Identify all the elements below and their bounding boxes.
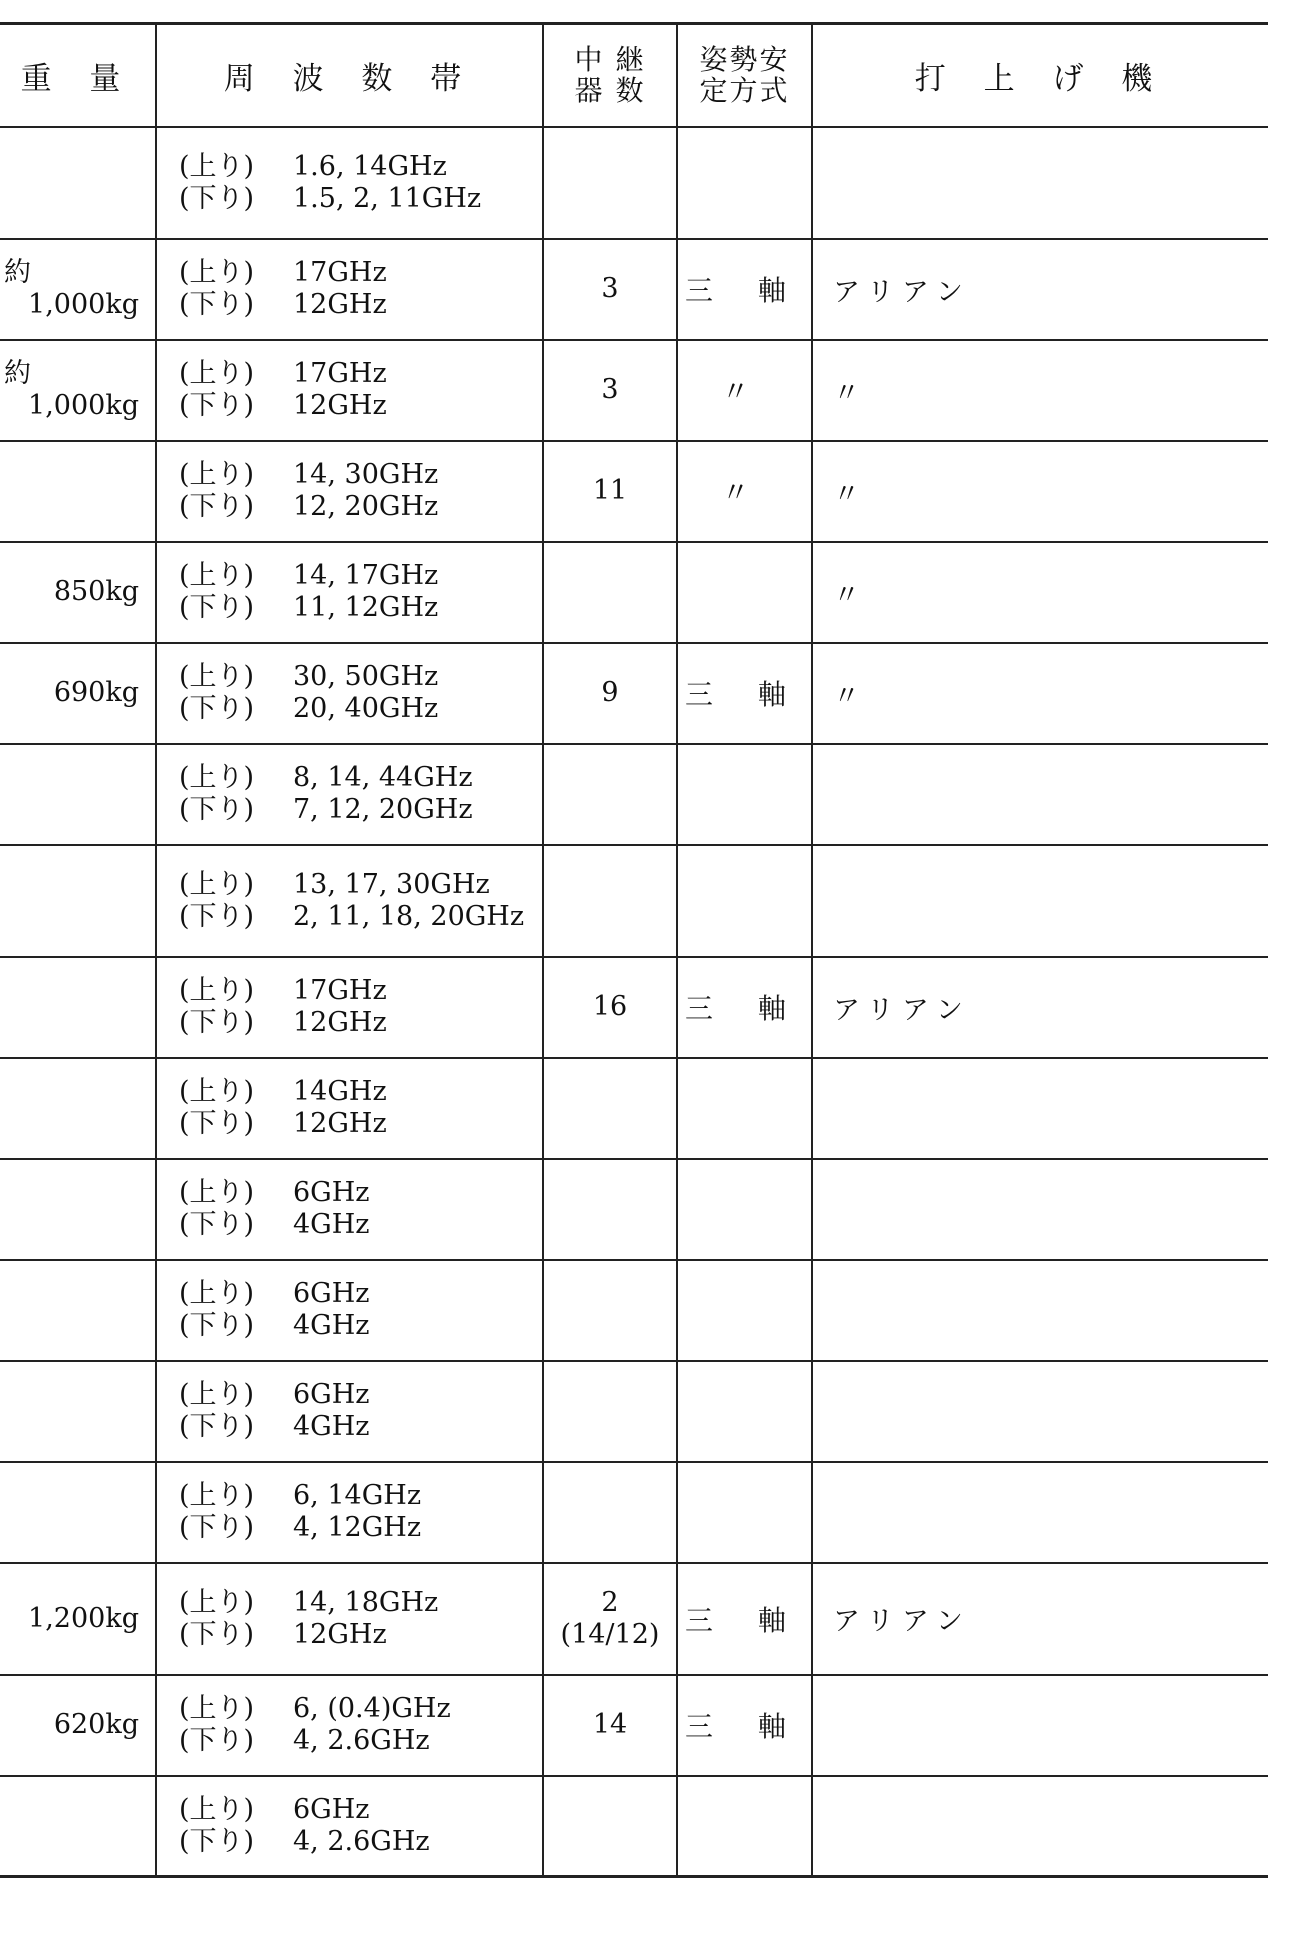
attitude-control-cell (677, 1462, 812, 1563)
downlink-line (179, 183, 542, 215)
repeater-count-cell (543, 127, 677, 239)
downlink-line (179, 1108, 542, 1140)
repeater-count-cell (543, 1058, 677, 1159)
downlink-value: 12GHz (293, 1108, 387, 1139)
frequency-cell (156, 1361, 543, 1462)
repeater-count-value: 9 (601, 677, 619, 708)
downlink-value: 4GHz (293, 1209, 370, 1240)
weight-cell (0, 1462, 156, 1563)
header-weight: 重 量 (0, 24, 156, 127)
attitude-control-cell: 三 軸 (677, 643, 812, 744)
downlink-value: 12, 20GHz (293, 491, 439, 522)
header-attitude-control (677, 24, 812, 127)
downlink-value: 2, 11, 18, 20GHz (293, 900, 525, 932)
table-row (0, 1361, 1268, 1462)
repeater-count-cell (543, 957, 677, 1058)
launcher-cell (812, 1058, 1268, 1159)
downlink-value: 4, 2.6GHz (293, 1725, 430, 1756)
attitude-control-cell: 三 軸 (677, 239, 812, 340)
downlink-label: (下り) (179, 1108, 255, 1139)
frequency-cell (156, 239, 543, 340)
uplink-label: (上り) (179, 560, 255, 591)
launcher-cell (812, 127, 1268, 239)
uplink-label: (上り) (179, 358, 255, 389)
downlink-line (179, 592, 542, 624)
weight-cell (0, 1776, 156, 1877)
launcher-cell: アリアン (812, 239, 1268, 340)
repeater-count-note: (14/12) (560, 1618, 660, 1650)
satellite-table (0, 22, 1268, 1878)
uplink-value: 8, 14, 44GHz (293, 762, 473, 793)
uplink-label: (上り) (179, 661, 255, 692)
weight-value: 1,000kg (28, 289, 139, 320)
weight-cell (0, 340, 156, 441)
frequency-cell (156, 340, 543, 441)
uplink-line (179, 1379, 542, 1411)
repeater-count-cell (543, 1260, 677, 1361)
uplink-line (179, 257, 542, 289)
uplink-line (179, 459, 542, 491)
uplink-line (179, 1794, 542, 1826)
weight-cell (0, 845, 156, 957)
uplink-value: 14, 18GHz (293, 1586, 439, 1618)
downlink-label: (下り) (179, 1007, 255, 1038)
downlink-label: (下り) (179, 900, 255, 932)
weight-cell (0, 957, 156, 1058)
frequency-cell (156, 1776, 543, 1877)
downlink-label: (下り) (179, 390, 255, 421)
weight-cell (0, 643, 156, 744)
table-row (0, 845, 1268, 957)
attitude-control-cell: 〃 (677, 340, 812, 441)
frequency-cell (156, 643, 543, 744)
header-repeater-count-line2: 器 数 (574, 74, 646, 108)
downlink-value: 4, 2.6GHz (293, 1825, 430, 1857)
header-row (0, 24, 1268, 127)
uplink-line (179, 1480, 542, 1512)
downlink-line (179, 1725, 542, 1757)
downlink-value: 12GHz (293, 289, 387, 320)
downlink-label: (下り) (179, 491, 255, 522)
uplink-line (179, 1278, 542, 1310)
launcher-cell (812, 1159, 1268, 1260)
uplink-value: 17GHz (293, 257, 387, 288)
table-row (0, 643, 1268, 744)
uplink-label: (上り) (179, 257, 255, 288)
launcher-cell (812, 1462, 1268, 1563)
launcher-cell: 〃 (812, 441, 1268, 542)
uplink-value: 1.6, 14GHz (293, 150, 447, 182)
launcher-cell: アリアン (812, 957, 1268, 1058)
downlink-value: 11, 12GHz (293, 592, 439, 623)
launcher-cell: 〃 (812, 542, 1268, 643)
attitude-control-cell (677, 127, 812, 239)
uplink-value: 17GHz (293, 358, 387, 389)
downlink-label: (下り) (179, 1209, 255, 1240)
uplink-line (179, 1076, 542, 1108)
downlink-label: (下り) (179, 693, 255, 724)
repeater-count-value: 11 (592, 475, 628, 506)
uplink-value: 14GHz (293, 1076, 387, 1107)
frequency-cell (156, 1260, 543, 1361)
repeater-count-value: 2 (601, 1586, 619, 1618)
downlink-label: (下り) (179, 794, 255, 825)
table-row (0, 1260, 1268, 1361)
launcher-cell: 〃 (812, 340, 1268, 441)
table-row (0, 542, 1268, 643)
weight-cell (0, 1260, 156, 1361)
uplink-line (179, 762, 542, 794)
frequency-cell (156, 1159, 543, 1260)
header-attitude-control-line1: 姿勢安 (699, 43, 790, 77)
repeater-count-cell (543, 441, 677, 542)
uplink-label: (上り) (179, 1278, 255, 1309)
downlink-line (179, 289, 542, 321)
downlink-label: (下り) (179, 592, 255, 623)
weight-cell (0, 239, 156, 340)
downlink-line (179, 1826, 542, 1858)
table-row (0, 239, 1268, 340)
uplink-label: (上り) (179, 150, 255, 182)
launcher-cell: 〃 (812, 643, 1268, 744)
table-row (0, 744, 1268, 845)
table-row (0, 1563, 1268, 1675)
table-row (0, 441, 1268, 542)
attitude-control-cell (677, 744, 812, 845)
attitude-control-cell (677, 1361, 812, 1462)
table-header (0, 24, 1268, 127)
weight-cell (0, 744, 156, 845)
frequency-cell (156, 1675, 543, 1776)
uplink-value: 6GHz (293, 1793, 370, 1825)
weight-cell (0, 1159, 156, 1260)
attitude-control-cell: 〃 (677, 441, 812, 542)
attitude-control-cell (677, 845, 812, 957)
downlink-value: 1.5, 2, 11GHz (293, 182, 482, 214)
downlink-label: (下り) (179, 1618, 255, 1650)
downlink-line (179, 901, 542, 933)
table-body (0, 127, 1268, 1877)
downlink-line (179, 390, 542, 422)
uplink-label: (上り) (179, 1379, 255, 1410)
downlink-value: 12GHz (293, 1007, 387, 1038)
downlink-value: 4GHz (293, 1310, 370, 1341)
downlink-value: 12GHz (293, 1618, 387, 1650)
weight-cell (0, 441, 156, 542)
table-row (0, 957, 1268, 1058)
repeater-count-cell (543, 239, 677, 340)
repeater-count-cell (543, 643, 677, 744)
frequency-cell (156, 542, 543, 643)
uplink-line (179, 358, 542, 390)
weight-cell (0, 542, 156, 643)
repeater-count-cell (543, 744, 677, 845)
uplink-value: 30, 50GHz (293, 661, 439, 692)
table-row (0, 340, 1268, 441)
repeater-count-cell (543, 1462, 677, 1563)
attitude-control-cell (677, 542, 812, 643)
attitude-control-cell: 三 軸 (677, 957, 812, 1058)
uplink-line (179, 975, 542, 1007)
launcher-cell (812, 1361, 1268, 1462)
uplink-label: (上り) (179, 1480, 255, 1511)
weight-cell (0, 1058, 156, 1159)
uplink-value: 14, 30GHz (293, 459, 439, 490)
downlink-label: (下り) (179, 1512, 255, 1543)
attitude-control-cell: 三 軸 (677, 1675, 812, 1776)
frequency-cell (156, 957, 543, 1058)
header-launcher: 打 上 げ 機 (812, 24, 1268, 127)
uplink-label: (上り) (179, 975, 255, 1006)
frequency-cell (156, 1462, 543, 1563)
weight-value: 690kg (53, 677, 139, 708)
weight-prefix: 約 (4, 257, 31, 288)
downlink-value: 12GHz (293, 390, 387, 421)
frequency-cell (156, 744, 543, 845)
repeater-count-cell (543, 1159, 677, 1260)
downlink-value: 4GHz (293, 1411, 370, 1442)
launcher-cell (812, 1776, 1268, 1877)
weight-value: 850kg (53, 576, 139, 607)
launcher-cell (812, 1675, 1268, 1776)
uplink-value: 13, 17, 30GHz (293, 868, 490, 900)
uplink-label: (上り) (179, 1076, 255, 1107)
downlink-value: 7, 12, 20GHz (293, 794, 473, 825)
repeater-count-cell (543, 542, 677, 643)
repeater-count-cell (543, 1776, 677, 1877)
weight-cell (0, 127, 156, 239)
frequency-cell (156, 845, 543, 957)
attitude-control-cell: 三 軸 (677, 1563, 812, 1675)
weight-cell (0, 1361, 156, 1462)
uplink-line (179, 1177, 542, 1209)
downlink-label: (下り) (179, 1411, 255, 1442)
weight-value: 620kg (53, 1709, 139, 1740)
frequency-cell (156, 1058, 543, 1159)
uplink-value: 6GHz (293, 1177, 370, 1208)
frequency-cell (156, 441, 543, 542)
frequency-cell (156, 127, 543, 239)
weight-cell (0, 1675, 156, 1776)
uplink-value: 6, (0.4)GHz (293, 1693, 451, 1724)
weight-prefix: 約 (4, 358, 31, 389)
uplink-value: 14, 17GHz (293, 560, 439, 591)
uplink-line (179, 560, 542, 592)
uplink-line (179, 869, 542, 901)
downlink-line (179, 1007, 542, 1039)
header-attitude-control-line2: 定方式 (699, 74, 790, 108)
header-repeater-count-line1: 中 継 (574, 43, 646, 77)
repeater-count-value: 16 (592, 991, 628, 1022)
repeater-count-value: 14 (592, 1709, 628, 1740)
downlink-label: (下り) (179, 182, 255, 214)
downlink-line (179, 1512, 542, 1544)
downlink-line (179, 794, 542, 826)
downlink-line (179, 1310, 542, 1342)
downlink-line (179, 1209, 542, 1241)
downlink-line (179, 1619, 542, 1651)
uplink-label: (上り) (179, 1586, 255, 1618)
uplink-label: (上り) (179, 868, 255, 900)
uplink-line (179, 1587, 542, 1619)
launcher-cell (812, 744, 1268, 845)
downlink-label: (下り) (179, 1825, 255, 1857)
downlink-label: (下り) (179, 1725, 255, 1756)
launcher-cell (812, 1260, 1268, 1361)
uplink-label: (上り) (179, 1693, 255, 1724)
repeater-count-cell (543, 1563, 677, 1675)
uplink-label: (上り) (179, 762, 255, 793)
downlink-value: 4, 12GHz (293, 1512, 422, 1543)
attitude-control-cell (677, 1776, 812, 1877)
launcher-cell: アリアン (812, 1563, 1268, 1675)
downlink-value: 20, 40GHz (293, 693, 439, 724)
table-row (0, 1462, 1268, 1563)
table-row (0, 127, 1268, 239)
repeater-count-cell (543, 1675, 677, 1776)
repeater-count-value: 3 (601, 273, 619, 304)
uplink-label: (上り) (179, 1177, 255, 1208)
repeater-count-cell (543, 340, 677, 441)
repeater-count-cell (543, 845, 677, 957)
uplink-line (179, 661, 542, 693)
uplink-label: (上り) (179, 459, 255, 490)
downlink-line (179, 693, 542, 725)
table-row (0, 1776, 1268, 1877)
uplink-value: 6GHz (293, 1379, 370, 1410)
attitude-control-cell (677, 1058, 812, 1159)
attitude-control-cell (677, 1260, 812, 1361)
uplink-label: (上り) (179, 1793, 255, 1825)
header-frequency-band: 周 波 数 帯 (156, 24, 543, 127)
repeater-count-value: 3 (601, 374, 619, 405)
uplink-line (179, 151, 542, 183)
downlink-label: (下り) (179, 289, 255, 320)
header-repeater-count (543, 24, 677, 127)
table-row (0, 1159, 1268, 1260)
frequency-cell (156, 1563, 543, 1675)
uplink-value: 6GHz (293, 1278, 370, 1309)
downlink-label: (下り) (179, 1310, 255, 1341)
launcher-cell (812, 845, 1268, 957)
uplink-value: 17GHz (293, 975, 387, 1006)
downlink-line (179, 491, 542, 523)
repeater-count-cell (543, 1361, 677, 1462)
table-row (0, 1675, 1268, 1776)
weight-value: 1,000kg (28, 390, 139, 421)
table-row (0, 1058, 1268, 1159)
downlink-line (179, 1411, 542, 1443)
weight-cell (0, 1563, 156, 1675)
uplink-value: 6, 14GHz (293, 1480, 422, 1511)
weight-value: 1,200kg (28, 1602, 139, 1634)
uplink-line (179, 1693, 542, 1725)
attitude-control-cell (677, 1159, 812, 1260)
